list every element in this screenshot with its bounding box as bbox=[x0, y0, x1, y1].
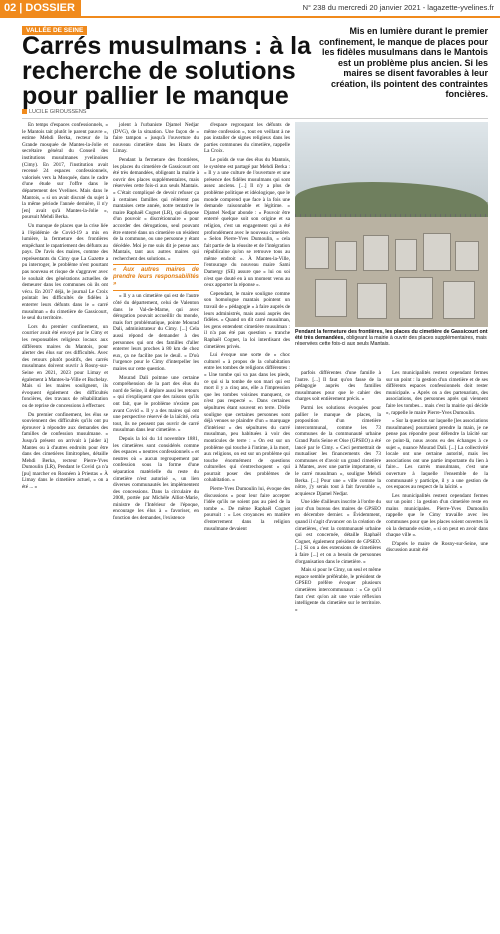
grave bbox=[335, 241, 357, 271]
paragraph: jolent à l'urbaniste Djamel Nedjar (DVG), de la situation. Une façon de « faire tampon » jusqu'à l'ouverture du nouveau cimetière dans les Hauts de Limay. bbox=[113, 122, 199, 155]
grave bbox=[305, 237, 329, 269]
grave bbox=[423, 233, 451, 271]
grave bbox=[443, 281, 475, 319]
grave bbox=[455, 241, 479, 271]
text-column-5 bbox=[386, 370, 488, 934]
paragraph: Les municipalités restent cependant fermes sur un point : la gestion d'un cimetière et de ses différents espaces confessionnels doit rester municipale. « Après on a des partenariats, des associations, des personnes après qui viennent faire les tombes... mais c'est la mairie qui décide », rappelle le maire Pierre-Yves Dumoulin. bbox=[386, 370, 488, 416]
caption-lead: Pendant la fermeture des frontières, les places du cimetière de Gassicourt ont été très demandées, bbox=[295, 329, 488, 341]
paragraph: Les municipalités restent cependant fermes sur un point : la gestion d'un cimetière reste en mains municipales. Pierre-Yves Dumoulin rappelle que le Cimy travaille avec les communes pour que les places soient ouvertes là où la demande existe, « si on peut en avoir dans chaque ville ». bbox=[386, 492, 488, 539]
grave bbox=[399, 277, 433, 319]
paragraph: Du premier confinement, les élus se souviennent des difficultés qu'ils ont pu éprouver à répondre aux demandes des familles de confession musulmane. « Jusqu'à présent on arrivait à [aider à] Mantes ou à d'autres endroits pour être dans des cimetières limitrophes, détaille Mehdi Berka, recteur Pierre-Yves Dumoulin (LR), Pendant le Covid ça n'a [pu] marcher en Rosnéen à Priestas » À Limay dans le cimetière actuel, « on a été ... » bbox=[22, 411, 108, 491]
paragraph: En temps d'espaces confessionnels, « le Mantois tait plutôt le parent pauvre », estime Mehdi Berka, recteur de la Grande mosquée de Mantes-la-Jolie et secrétaire général du Conseil des institutions musulmanes yvelinoises (Cimy). En 2017, l'institution avait recensé 24 espaces confessionnels, valorisés vers la Mosquée, dans le cadre d'une étude sur l'offre dans le département des Yvelines. Mais dans le Mantois, « si on avait discuté du sujet à la même période l'année dernière, il n'y [en] avait qu'à Mantes-la-Jolie », poursuit Mehdi Berka. bbox=[22, 122, 108, 221]
cemetery-photo bbox=[295, 122, 488, 327]
text-column-2 bbox=[113, 122, 199, 686]
paragraph: Un manque de places que la crise liée à l'épidémie de Covid-19 a mis en lumière, la fermeture des frontières empêchant le rapatriement des défunts au pays. De l'avis des maires, comme des représentants du Cimy que La Gazette a pu interroger, le problème n'est pourtant pas nouveau et risque de s'aggraver avec le souhait des générations actuelles de demeurer dans les communes où ils ont vécu. En 2017 déjà, le journal Le Croix pointait les difficultés de fidèles à enterrer leurs défunts dans le « carré musulman » du cimetière de Gassicourt, le seul du territoire. bbox=[22, 222, 108, 322]
grave bbox=[395, 239, 417, 271]
paragraph: Depuis la loi du 14 novembre 1881, les cimetières sont considérés comme des espaces « neutres confessionnels » et neutres où « aucun regroupement par confession sous la forme d'une séparation matérielle du reste du cimetière n'est autorisé », un lien diverses communautés les implémentent des concessions. Dans la circulaire du 2008, portée par Michèle Alliot-Marie, ministre de l'Intérieur de l'époque, encourage les élus à « favoriser, en fonction des demandes, l'existence bbox=[113, 435, 199, 522]
paragraph: Lui évoque une sorte de « choc culturel » à propos de la cohabitation entre les tombes de religions différentes : « Une tombe qui va pas dans les pieds, ce qui si la tombe de son mari qui est mort il y a cinq ans, elle a l'impression que les tombes voisines manquent, ce n'est pas respecté ». Dans certaines sépultures étant souvent en terre. D'elle souligne que certaines personnes sont déjà venues se plaindre d'un « marquage d'intérieur » des sépultures du carré musulman, peu habituées à voir des monticules de terre : « On est sur un problème qui touche à l'intime, à la mort, aux religions, on est sur un problème qui touche énormément de questions culturelles qui s'entrechoquent » qui pourrait poser des problèmes de cohabitation. » bbox=[204, 352, 290, 484]
article-deck: Mis en lumière durant le premier confinement, le manque de places pour les fidèles musulmans dans le Mantois est un problème plus ancien. Si les maires se disent favorables à leur création, ils pointent des contraintes foncières. bbox=[318, 26, 488, 99]
paragraph: Pendant la fermeture des frontières, les places du cimetière de Gassicourt ont été très demandées, obligeant la mairie à ouvrir des places supplémentaires, mais réservées cette fois-ci aux seuls Mantais. « C'était compliqué de devoir refuser ça à certaines familles qui réitèrent pas mantaises cette année, notre tentative le maire Raphaël Cognet (LR), qui dispose d'un pouvoir « discrétionnaire » pour accorder des dérogations, seul pouvant être enterré dans un cimetière un résident de la commune, ou une personne y étant décédée. Moi je me suis dit je pense aux Mantais, tant aux autres maires qui recherchent des solutions. » bbox=[113, 156, 199, 262]
paragraph: Parmi les solutions évoquées pour pallier le manque de places, la proposition d'un cimetière intercommunal, comme les 73 communes de la communauté urbaine Grand Paris Seine et Oise (GPSEO) a été lancé par le Cimy. « Ceci permettrait de mutualiser les financements des 73 communes et d'avoir un grand cimetière à Mantes, avec une partie importante, si le carré musulman », souligne Mehdi Berka. [...] Pour une « ville comme la nôtre, j'y serais tout à fait favorable », acquiesce Djamel Nedjar. bbox=[295, 404, 381, 497]
pull-quote: « Aux autres maires de prendre leurs responsabilités » bbox=[113, 264, 199, 291]
paragraph: Mourad Dali poitnne une certaine compréhension de la part des élus du nord de Seine, il déplore aussi les retours « qui n'expliquent que des raisons qu'ils ont fait, que le problème n'existe pas avant Covid ». Il y a des maires qui ont une perspective réservé de la laïcité, cela tout, ils ne pensent pas ouvrir de carré musulman dans leur cimetière. » bbox=[113, 374, 199, 434]
paragraph: Le poids de vue des élus du Mantois, le système est partagé par Mehdi Berka : « Il y a une culture de l'ouverture et une présence des fidèles musulmans qui sont assez anciens. [...] Il n'y a plus de problème politique et idéologique, que le monde comprend que face à la fois une demande raisonnable et légitime. » Djamel Nedjar abonde : « Pouvoir être enterré quelque soit son origine et sa religion, c'est un engagement qui a été profondément avec le nouveau cimetière. » Selon Pierre-Yves Dumoulin, « cela fait partie de la réussite et de l'intégration républicaine qu'on se retrouve tous au même endroit ». À Mantes-la-Ville, l'entourage du nouveau maire Sami Damergy (SE) assure que « lui ou soi n'est que douté en à un moment venu au ceux apporter la réponse ». bbox=[204, 156, 290, 289]
paragraph: Pierre-Yves Dumoulin lui, évoque des discussions « pour leur faire accepter l'idée qu'ils ne soient pas au pied de la tombe ». De même Raphaël Cognet poursuit : « Les croyances en matière d'enterrement dans la religion musulmane devaient bbox=[204, 486, 290, 532]
edition-info: N° 238 du mercredi 20 janvier 2021 - lagazette-yvelines.fr bbox=[302, 3, 494, 12]
grave bbox=[315, 279, 347, 317]
divider bbox=[22, 118, 488, 119]
article-kicker: VALLÉE DE SEINE bbox=[22, 26, 87, 35]
paragraph: Cependant, le maire souligne comme son homologue mantais pointent un travail de « pédagogie » à faire auprès de leurs administrés, mais aussi auprès des fidèles. « Quand on dit carré musulman, les gens entendent cimetière musulman : il n'a pas été pas question » tranche Raphaël Cognet, la loi interdisant des cimetières privés. bbox=[204, 290, 290, 350]
paragraph: parfois différentes d'une famille à l'autre. [...] Il faut qu'on fasse de la pédagogie auprès des familles musulmanes pour que le cahier des charges soit entièrement précis. » bbox=[295, 370, 381, 403]
section-label: 02 | DOSSIER bbox=[0, 0, 81, 16]
caption-text: obligeant la mairie à ouvrir des places supplémentaires, mais réservées cette fois-ci aux seuls Mantais. bbox=[295, 335, 487, 347]
photo-caption bbox=[295, 329, 488, 347]
paragraph: Une idée d'ailleurs inscrite à l'ordre du jour d'un bureau des maires de GPSEO en décembre dernier. « Évidemment, quand il s'agit d'avancer on la création de cimetières, c'est la communauté urbaine qui est concernée, détaille Raphaël Cognet, également président de GPSEO. [...] Si on a des extensions de cimetières à faire [...] et on a besoin de personnes d'organisation dans le cimetière. » bbox=[295, 499, 381, 565]
paragraph: Mais si pour le Cimy, un seul et même espace semble préférable, le président de GPSEO préfère évoquer plusieurs cimetières intercommunaux : « Ce qu'il faut c'est qu'on ait une vraie réflexion intelligente du cimetière sur le territoire. » bbox=[295, 567, 381, 613]
paragraph: « Il y a un cimetière qui est de l'autre côté du département, celui de Valenton dans le Val-de-Marne, qui avec dérogation pouvait accueillir du monde, mais fort problématique, pointe Mourad Dali, administrateur du Cimy. [...] Cela aussi répond de demander à des personnes qui ont des familles d'aller enterrer leurs proches à 80 km de chez eux, ça ne facilite pas le deuil. » D'où l'urgence pour le Cimy d'interpeller les maires sur cette question. bbox=[113, 293, 199, 372]
paragraph: D'après le maire de Rosny-sur-Seine, une discussion aurait été bbox=[386, 540, 488, 554]
grave bbox=[363, 235, 389, 271]
text-column-4 bbox=[295, 370, 381, 934]
text-column-3 bbox=[204, 122, 290, 686]
article-headline: Carrés musulmans : à la recherche de solutions pour pallier le manque bbox=[22, 32, 312, 110]
text-column-1 bbox=[22, 122, 108, 686]
paragraph: Lors du premier confinement, un courrier avait été envoyé par le Cimy et les responsables religieux locaux aux différents maires du Mantois, pour alerter des élus sur ces difficultés. Avec des retours plutôt positifs, des carrés musulmans doivent ouvrir à Rosny-sur-Seine en 2021, 2023 pour Limay et également à Mantes-la-Ville et Buchelay. Mais si les maires soulignent, ils évoquent également des difficultés foncières, des travaux de réhabilitation ou de reprise de concessions à effectuer. bbox=[22, 323, 108, 409]
paragraph: d'espace regroupant les défunts de même confession », tout en veillant à ne pas installer de signes religieux dans les parties communes du cimetière, rappelle La Croix. bbox=[204, 122, 290, 155]
paragraph: « Sur la question sur laquelle [les associations musulmanes] pourraient prendre la main, je ne pense pas répondre pour défendre la laïcité sur ce point-là, nous avons eu des échanges à ce sujet », nuance Mourad Dali. [...] La collectivité locale ont une certaine autorité, mais les associations ont une partie importante du lien à faire... Les carrés musulmans, c'est une ouverture à laquelle l'ensemble de la communauté y participe, il y a une gestion de ces espaces au respect de la laïcité. » bbox=[386, 418, 488, 491]
article-byline: LUCILE GIROUSSENS bbox=[22, 109, 86, 115]
grave bbox=[357, 283, 387, 319]
page-header bbox=[0, 0, 500, 18]
photo-ground bbox=[295, 217, 488, 327]
